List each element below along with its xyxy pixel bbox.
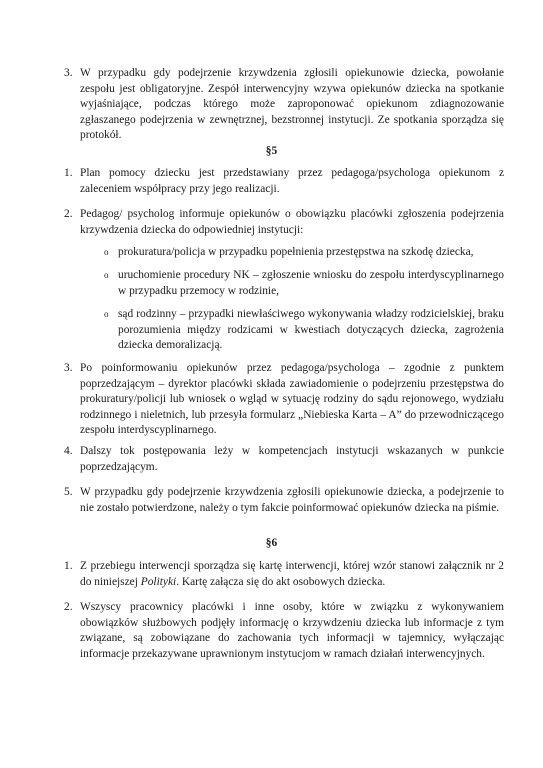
paragraph-5-2 (64, 207, 504, 238)
policy-title-italic: Polityki (140, 575, 177, 588)
bullet-item (104, 245, 504, 261)
paragraph-5-4 (64, 444, 504, 475)
paragraph-text: Plan pomocy dziecku jest przedstawiany przez pedagoga/psychologa opiekunom z zaleceniem współpracy przy jego realizacji. (80, 167, 504, 195)
list-number: 2. (64, 208, 73, 220)
paragraph-text-part: Z przebiegu interwencji sporządza się kartę interwencji, której wzór stanowi załącznik nr 2 do niniejszej (80, 560, 504, 588)
bullet-marker: o (104, 309, 109, 319)
paragraph-text (80, 559, 504, 590)
paragraph-6-2 (64, 600, 504, 662)
list-number: 1. (64, 167, 73, 179)
paragraph-5-1 (64, 166, 504, 197)
bullet-text: sąd rodzinny – przypadki niewłaściwego wykonywania władzy rodzicielskiej, braku porozumienia między rodzicami w kwestiach dotyczących dziecka, zagrożenia dziecka demoralizacją. (118, 308, 504, 352)
list-number: 4. (64, 445, 73, 457)
list-number: 5. (64, 486, 73, 498)
paragraph-text: Wszyscy pracownicy placówki i inne osoby, które w związku z wykonywaniem obowiązków służbowych podjęły informację o krzywdzeniu dziecka lub informacje z tym związane, są zobowiązane do zachowania tych informacji w tajemnicy, wyłączając informacje przekazywane uprawnionym instytucjom w ramach działań interwencyjnych. (80, 601, 504, 660)
list-number: 2. (64, 601, 73, 613)
paragraph-text-part: . Kartę załącza się do akt osobowych dziecka. (176, 575, 386, 588)
paragraph-text: Pedagog/ psycholog informuje opiekunów o obowiązku placówki zgłoszenia podejrzenia krzywdzenia dziecka do odpowiedniej instytucji: (80, 208, 504, 236)
list-number: 3. (64, 362, 73, 374)
section-heading-6: §6 (265, 537, 278, 549)
bullet-item (104, 307, 504, 354)
paragraph-text: W przypadku gdy podejrzenie krzywdzenia zgłosili opiekunowie dziecka, powołanie zespołu jest obligatoryjne. Zespół interwencyjny wzywa opiekunów dziecka na spotkanie wyjaśniające, podczas którego może zaproponować opiekunom zdiagnozowanie zgłaszanego podejrzenia w zewnętrznej, bezstronnej instytucji. Ze spotkania sporządza się protokół. (80, 67, 504, 142)
paragraph-5-5 (64, 485, 504, 516)
paragraph-4-3 (64, 66, 504, 144)
bullet-marker: o (104, 247, 109, 257)
bullet-item (104, 268, 504, 299)
bullet-text: prokuratura/policja w przypadku popełnienia przestępstwa na szkodę dziecka, (118, 246, 474, 258)
bullet-marker: o (104, 270, 109, 280)
paragraph-text: Po poinformowaniu opiekunów przez pedagoga/psychologa – zgodnie z punktem poprzedzającym – dyrektor placówki składa zawiadomienie o podejrzeniu przestępstwa do prokuratury/policji lub wniosek o wgląd w sytuację rodziny do sądu rejonowego, wydziału rodzinnego i nieletnich, lub przesyła formularz „Niebieska Karta – A” do przewodniczącego zespołu interdyscyplinarnego. (80, 362, 504, 437)
list-number: 3. (64, 67, 73, 79)
section-heading-5: §5 (265, 145, 278, 157)
paragraph-5-3 (64, 361, 504, 439)
paragraph-6-1 (64, 559, 504, 590)
list-number: 1. (64, 560, 73, 572)
paragraph-text: W przypadku gdy podejrzenie krzywdzenia zgłosili opiekunowie dziecka, a podejrzenie to nie zostało potwierdzone, należy o tym fakcie poinformować opiekunów dziecka na piśmie. (80, 486, 504, 514)
bullet-text: uruchomienie procedury NK – zgłoszenie wniosku do zespołu interdyscyplinarnego w przypadku przemocy w rodzinie, (118, 269, 504, 297)
paragraph-text: Dalszy tok postępowania leży w kompetencjach instytucji wskazanych w punkcie poprzedzającym. (80, 445, 504, 473)
